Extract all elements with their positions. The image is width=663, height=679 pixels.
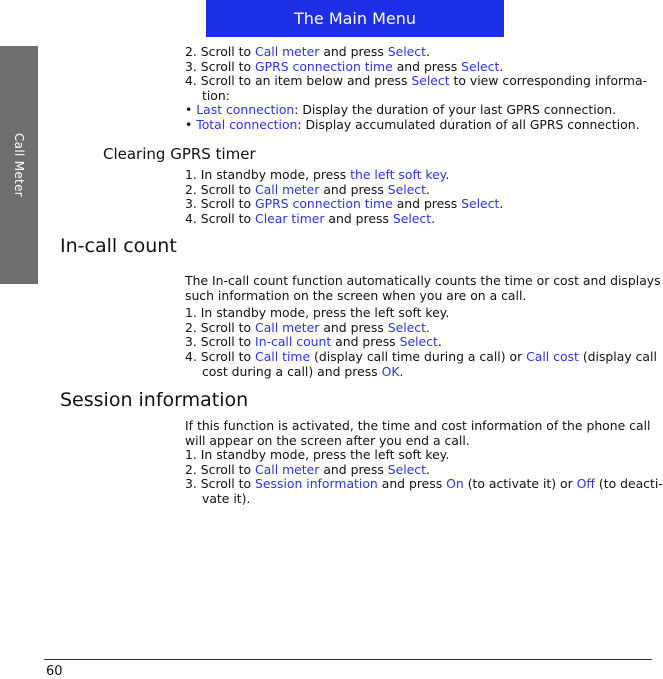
list-item: 2. Scroll to Call meter and press Select. — [185, 461, 430, 477]
bullet-item: • Total connection: Display accumulated duration of all GPRS connection. — [185, 116, 640, 132]
paragraph-line: If this function is activated, the time and cost information of the phone call — [185, 418, 651, 433]
bullet-item: • Last connection: Display the duration of your last GPRS connection. — [185, 102, 617, 118]
page-header — [206, 0, 504, 37]
list-item: 3. Scroll to In-call count and press Select. — [185, 334, 442, 350]
list-item: 3. Scroll to GPRS connection time and press Select. — [185, 196, 504, 212]
clearing-steps — [185, 168, 645, 226]
session-section — [185, 418, 663, 507]
paragraph-line: The In-call count function automatically counts the time or cost and displays — [185, 273, 661, 288]
in-call-section — [185, 273, 661, 379]
section-heading-session-information: Session information — [60, 389, 249, 411]
list-item-continuation: tion: — [202, 87, 230, 103]
list-item: 2. Scroll to Call meter and press Select. — [185, 44, 430, 59]
list-item: 4. Scroll to Call time (display call time during a call) or Call cost (display call — [185, 348, 657, 364]
paragraph-line: such information on the screen when you are on a call. — [185, 287, 527, 303]
gprs-steps — [185, 44, 648, 133]
page-number: 60 — [46, 664, 63, 679]
list-item-continuation: vate it). — [202, 490, 251, 506]
list-item: 4. Scroll to an item below and press Select to view corresponding informa- — [185, 73, 648, 89]
subsection-heading: Clearing GPRS timer — [103, 145, 256, 163]
paragraph-line: will appear on the screen after you end a call. — [185, 432, 470, 448]
page-title: The Main Menu — [293, 9, 417, 28]
list-item-continuation: cost during a call) and press OK. — [202, 363, 404, 379]
list-item: 3. Scroll to GPRS connection time and press Select. — [185, 58, 504, 74]
list-item: 1. In standby mode, press the left soft key. — [185, 447, 450, 463]
list-item: 4. Scroll to Clear timer and press Select. — [185, 210, 436, 226]
side-tab-label: Call Meter — [12, 133, 26, 197]
list-item: 1. In standby mode, press the left soft key. — [185, 305, 450, 321]
list-item: 2. Scroll to Call meter and press Select. — [185, 181, 430, 197]
list-item: 2. Scroll to Call meter and press Select. — [185, 319, 430, 335]
section-heading-in-call-count: In-call count — [60, 235, 177, 257]
list-item: 3. Scroll to Session information and press On (to activate it) or Off (to deacti- — [185, 476, 663, 492]
footer-divider — [44, 659, 652, 660]
list-item: 1. In standby mode, press the left soft key. — [185, 167, 450, 182]
